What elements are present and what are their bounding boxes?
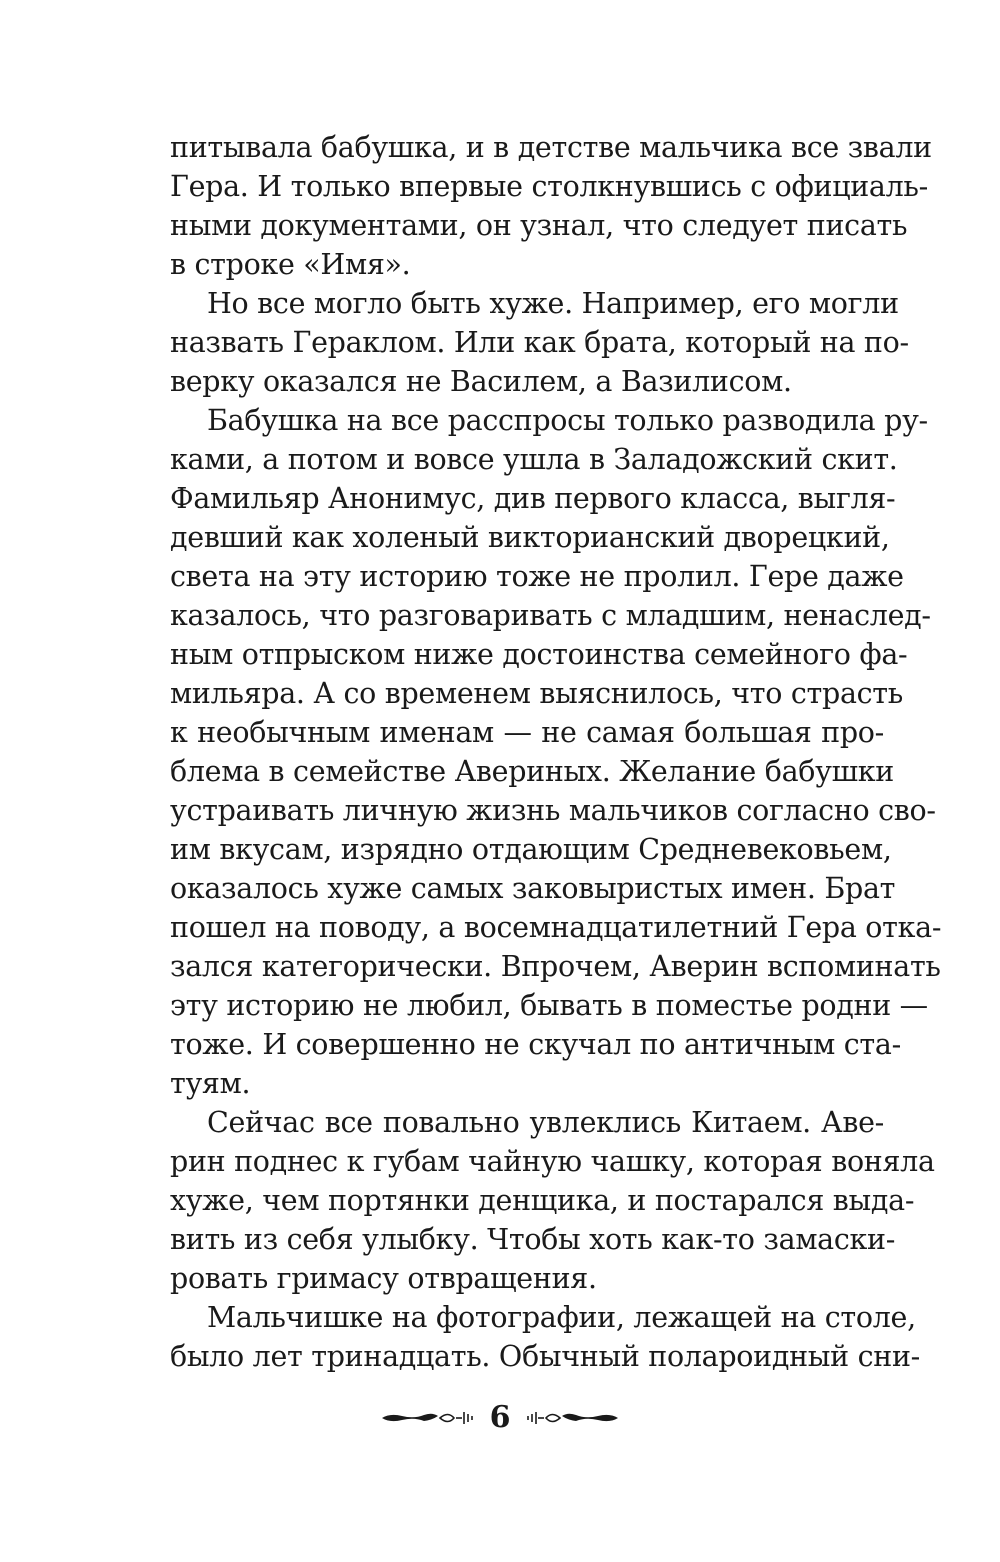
text-line: питывала бабушка, и в детстве мальчика все звали xyxy=(170,131,932,164)
text-line: Мальчишке на фотографии, лежащей на столе, xyxy=(207,1301,916,1334)
text-line: к необычным именам — не самая большая про- xyxy=(170,716,884,749)
text-line: туям. xyxy=(170,1067,251,1100)
ornament-right-icon xyxy=(524,1407,620,1429)
page-footer xyxy=(0,1398,1000,1438)
text-line: ками, а потом и вовсе ушла в Заладожский скит. xyxy=(170,443,898,476)
text-line: оказалось хуже самых заковыристых имен. Брат xyxy=(170,872,896,905)
ornament-left-icon xyxy=(380,1407,476,1429)
text-line: света на эту историю тоже не пролил. Гере даже xyxy=(170,560,904,593)
text-line: в строке «Имя». xyxy=(170,248,411,281)
text-line: ным отпрыском ниже достоинства семейного фа- xyxy=(170,638,908,671)
text-line: Гера. И только впервые столкнувшись с официаль- xyxy=(170,170,928,203)
text-line: казалось, что разговаривать с младшим, ненаслед- xyxy=(170,599,931,632)
text-line: им вкусам, изрядно отдающим Средневековьем, xyxy=(170,833,892,866)
text-block xyxy=(170,128,942,1376)
text-line: устраивать личную жизнь мальчиков согласно сво- xyxy=(170,794,936,827)
text-line: рин поднес к губам чайную чашку, которая воняла xyxy=(170,1145,935,1178)
text-line: ными документами, он узнал, что следует писать xyxy=(170,209,908,242)
text-line: пошел на поводу, а восемнадцатилетний Гера отка- xyxy=(170,911,942,944)
text-line: назвать Гераклом. Или как брата, который на по- xyxy=(170,326,909,359)
text-line: верку оказался не Василем, а Вазилисом. xyxy=(170,365,792,398)
text-line: тоже. И совершенно не скучал по античным ста- xyxy=(170,1028,901,1061)
text-line: Сейчас все повально увлеклись Китаем. Аве- xyxy=(207,1106,884,1139)
text-line: было лет тринадцать. Обычный полароидный сни- xyxy=(170,1340,921,1373)
text-line: Фамильяр Анонимус, див первого класса, выгля- xyxy=(170,482,896,515)
text-line: Бабушка на все расспросы только разводила ру- xyxy=(207,404,928,437)
page-number: 6 xyxy=(489,1400,511,1435)
text-line: блема в семействе Авериных. Желание бабушки xyxy=(170,755,894,788)
text-line: девший как холеный викторианский дворецкий, xyxy=(170,521,890,554)
text-line: эту историю не любил, бывать в поместье родни — xyxy=(170,989,928,1022)
text-line: мильяра. А со временем выяснилось, что страсть xyxy=(170,677,903,710)
text-line: вить из себя улыбку. Чтобы хоть как-то замаски- xyxy=(170,1223,896,1256)
text-line: ровать гримасу отвращения. xyxy=(170,1262,597,1295)
text-line: зался категорически. Впрочем, Аверин вспоминать xyxy=(170,950,941,983)
text-line: хуже, чем портянки денщика, и постарался выда- xyxy=(170,1184,915,1217)
text-line: Но все могло быть хуже. Например, его могли xyxy=(207,287,899,320)
